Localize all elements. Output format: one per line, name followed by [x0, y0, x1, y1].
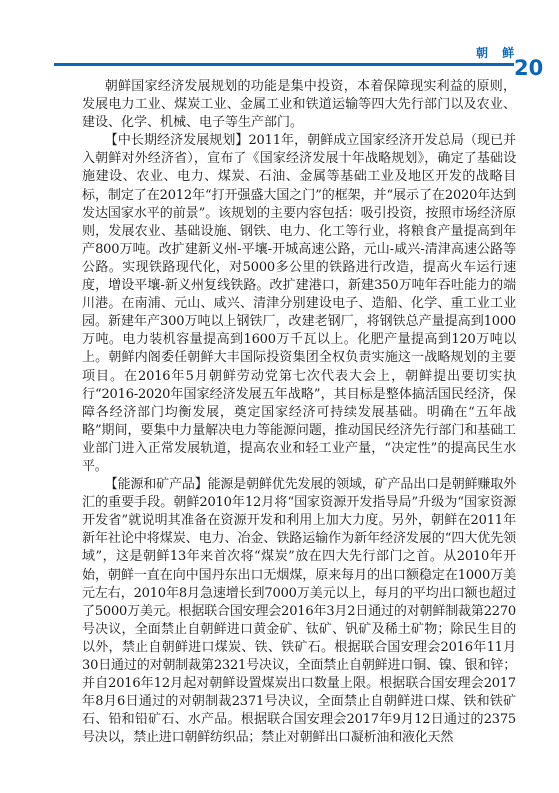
page-number: 20	[514, 56, 544, 80]
paragraph-development-plan: 【中长期经济发展规划】2011年，朝鲜成立国家经济开发总局（现已并入朝鲜对外经济省），宣布了《国家经济发展十年战略规划》，确定了基础设施建设、农业、电力、煤炭、石油、金属等基础工业及地区开发的战略目标，制定了在2012年“打开强盛大国之门”的框架，并“展示了在2020年达到发达国家水平的前景”。该规划的主要内容包括：吸引投资，按照市场经济原则，发展农业、基础设施、钢铁、电力、化工等行业，将粮食产量提高到年产800万吨。改扩建新义州-平壤-开城高速公路，元山-咸兴-清津高速公路等公路。实现铁路现代化，对5000多公里的铁路进行改造，提高火车运行速度，增设平壤-新义州复线铁路。改扩建港口，新建350万吨年吞吐能力的端川港。在南浦、元山、咸兴、清津分别建设电子、造船、化学、重工业工业园。新建年产300万吨以上钢铁厂，改建老钢厂，将钢铁总产量提高到1000万吨。电力装机容量提高到1600万千瓦以上。化肥产量提高到120万吨以上。朝鲜内阁委任朝鲜大丰国际投资集团全权负责实施这一战略规划的主要项目。在2016年5月朝鲜劳动党第七次代表大会上，朝鲜提出要切实执行“2016-2020年国家经济发展五年战略”，其目标是整体搞活国民经济，保障各经济部门均衡发展，奠定国家经济可持续发展基础。明确在“五年战略”期间，要集中力量解决电力等能源问题，推动国民经济先行部门和基础工业部门进入正常发展轨道，提高农业和轻工业产量，“决定性”的提高民生水平。	[82, 133, 516, 474]
header-rule	[54, 63, 514, 66]
paragraph-energy-minerals: 【能源和矿产品】能源是朝鲜优先发展的领域，矿产品出口是朝鲜赚取外汇的重要手段。朝鲜2010年12月将“国家资源开发指导局”升级为“国家资源开发省”就说明其准备在资源开发和利用上加大力度。另外，朝鲜在2011年新年社论中将煤炭、电力、冶金、铁路运输作为新年经济发展的“四大优先领域”，这是朝鲜13年来首次将“煤炭”放在四大先行部门之首。从2010年开始，朝鲜一直在向中国丹东出口无烟煤，原来每月的出口额稳定在1000万美元左右，2010年8月急速增长到7000万美元以上，每月的平均出口额也超过了5000万美元。根据联合国安理会2016年3月2日通过的对朝鲜制裁第2270号决议，全面禁止自朝鲜进口黄金矿、钛矿、钒矿及稀土矿物；除民生目的以外，禁止自朝鲜进口煤炭、铁、铁矿石。根据联合国安理会2016年11月30日通过的对朝制裁第2321号决议，全面禁止自朝鲜进口铜、镍、银和锌；并自2016年12月起对朝鲜设置煤炭出口数量上限。根据联合国安理会2017年8月6日通过的对朝制裁2371号决议，全面禁止自朝鲜进口煤、铁和铁矿石、铅和铅矿石、水产品。根据联合国安理会2017年9月12日通过的2375号决以，禁止进口朝鲜纺织品；禁止对朝鲜出口凝析油和液化天然	[82, 477, 516, 746]
section-label: 朝 鲜	[476, 46, 520, 60]
body-text	[82, 78, 516, 747]
paragraph-intro: 朝鲜国家经济发展规划的功能是集中投资，本着保障现实利益的原则，发展电力工业、煤炭工业、金属工业和铁道运输等四大先行部门以及农业、建设、化学、机械、电子等生产部门。	[82, 79, 516, 131]
